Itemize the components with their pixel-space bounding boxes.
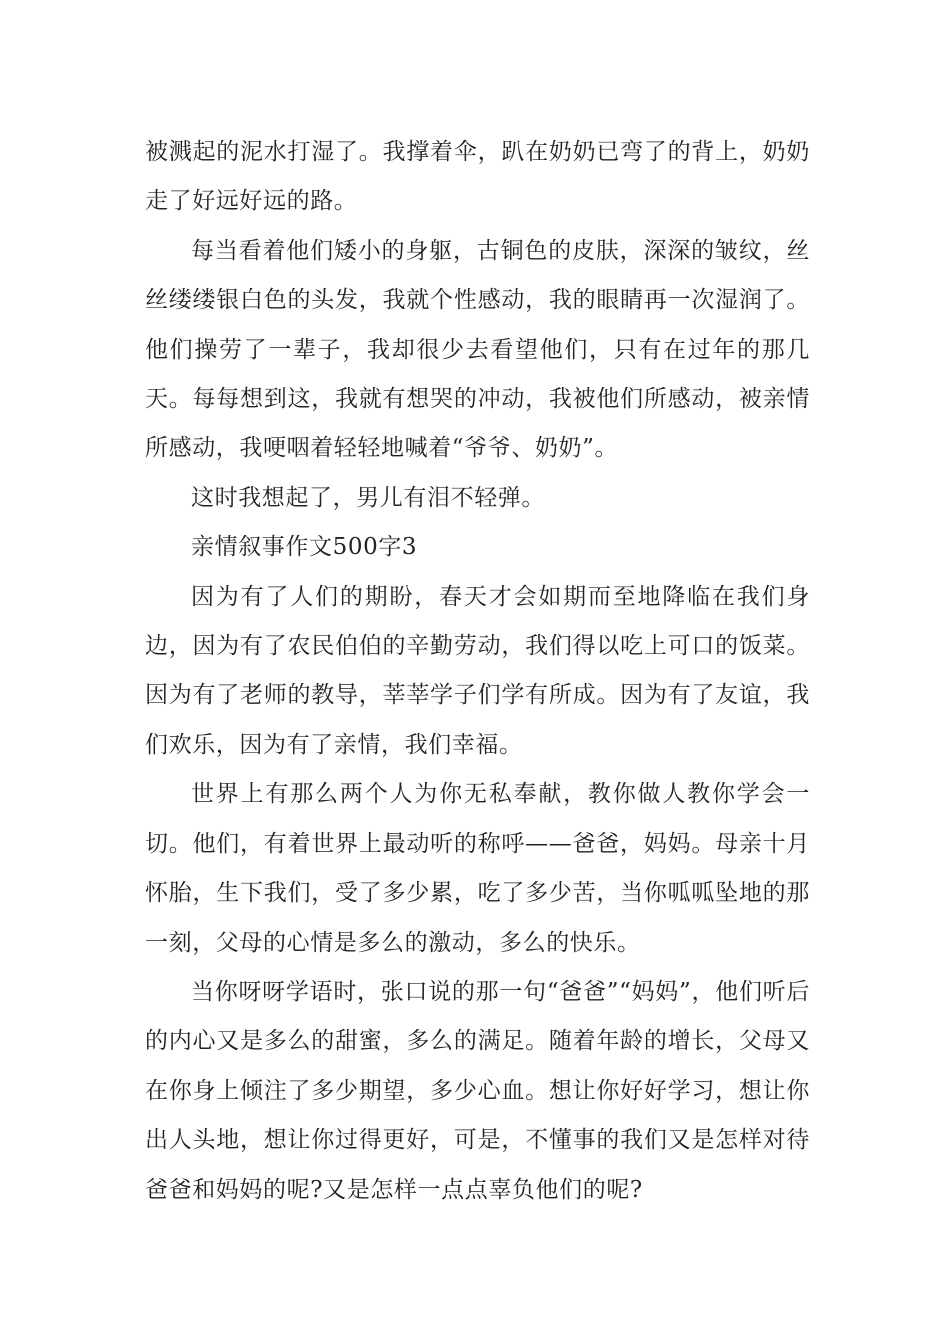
section-heading: 亲情叙事作文500字3 — [191, 534, 418, 561]
document-body — [145, 128, 810, 1215]
paragraph-continuation: 被溅起的泥水打湿了。我撑着伞，趴在奶奶已弯了的背上，奶奶走了好远好远的路。 — [145, 139, 810, 215]
paragraph-grandparents: 每当看着他们矮小的身躯，古铜色的皮肤，深深的皱纹，丝丝缕缕银白色的头发，我就个性感动，我的眼睛再一次湿润了。他们操劳了一辈子，我却很少去看望他们，只有在过年的那几天。每每想到这，我就有想哭的冲动，我被他们所感动，被亲情所感动，我哽咽着轻轻地喊着“爷爷、奶奶”。 — [145, 237, 810, 462]
paragraph-babbling: 当你呀呀学语时，张口说的那一句“爸爸”“妈妈”，他们听后的内心又是多么的甜蜜，多么的满足。随着年龄的增长，父母又在你身上倾注了多少期望，多少心血。想让你好好学习，想让你出人头地，想让你过得更好，可是，不懂事的我们又是怎样对待爸爸和妈妈的呢?又是怎样一点点辜负他们的呢? — [145, 978, 810, 1203]
paragraph-because: 因为有了人们的期盼，春天才会如期而至地降临在我们身边，因为有了农民伯伯的辛勤劳动，我们得以吃上可口的饭菜。因为有了老师的教导，莘莘学子们学有所成。因为有了友谊，我们欢乐，因为有了亲情，我们幸福。 — [145, 583, 810, 758]
paragraph-reflection: 这时我想起了，男儿有泪不轻弹。 — [191, 484, 545, 511]
paragraph-parents: 世界上有那么两个人为你无私奉献，教你做人教你学会一切。他们，有着世界上最动听的称呼——爸爸，妈妈。母亲十月怀胎，生下我们，受了多少累，吃了多少苦，当你呱呱坠地的那一刻，父母的心情是多么的激动，多么的快乐。 — [145, 781, 810, 956]
